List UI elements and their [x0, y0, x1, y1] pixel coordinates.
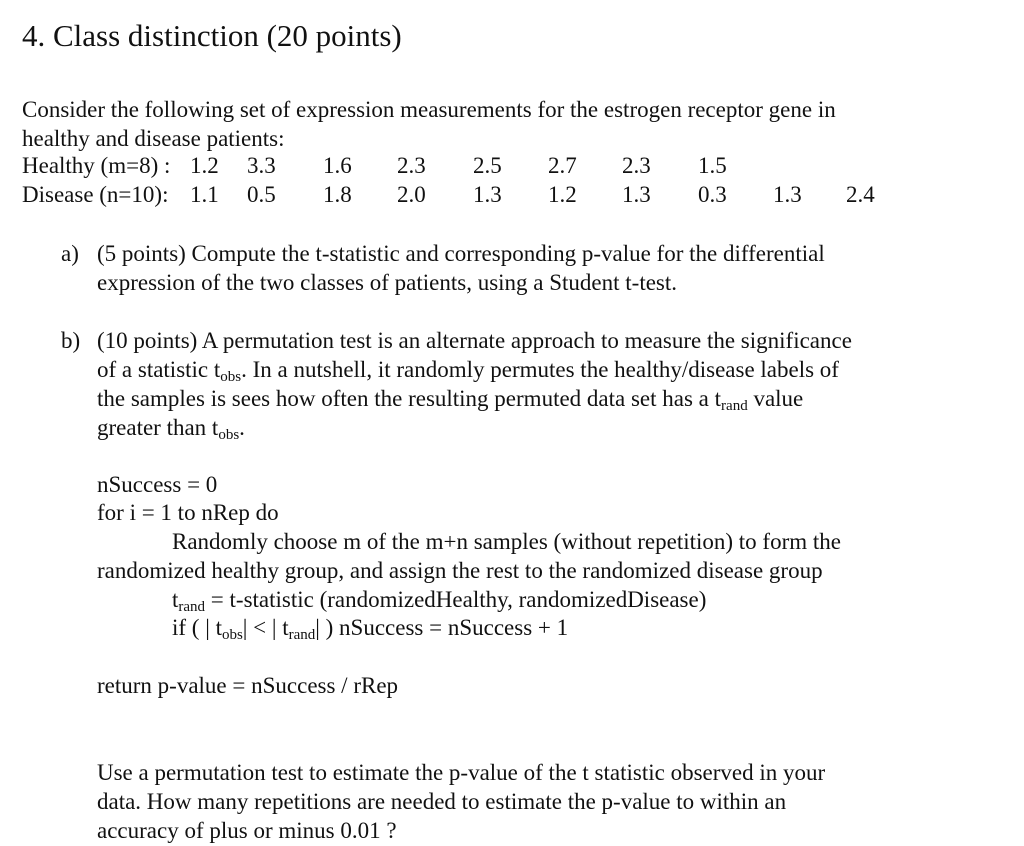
disease-value: 1.1 — [190, 182, 219, 207]
intro-line-2: healthy and disease patients: — [22, 126, 285, 151]
disease-value: 1.2 — [548, 182, 577, 207]
part-a-line-1: (5 points) Compute the t-statistic and corresponding p-value for the differential — [97, 241, 825, 266]
healthy-row — [22, 153, 922, 182]
closing-line-2: data. How many repetitions are needed to estimate the p-value to within an — [97, 789, 787, 814]
code-line-2: for i = 1 to nRep do — [97, 500, 279, 525]
disease-value: 0.5 — [247, 182, 276, 207]
part-a-marker: a) — [61, 241, 79, 266]
healthy-value: 2.5 — [473, 153, 502, 178]
part-a-line-2: expression of the two classes of patients, using a Student t-test. — [97, 270, 678, 295]
closing-line-1: Use a permutation test to estimate the p-value of the t statistic observed in your — [97, 760, 826, 785]
part-b-text — [97, 326, 852, 442]
disease-value: 1.3 — [773, 182, 802, 207]
intro-paragraph — [22, 95, 836, 153]
disease-value: 2.4 — [846, 182, 875, 207]
page-title: 4. Class distinction (20 points) — [22, 18, 402, 53]
healthy-value: 2.7 — [548, 153, 577, 178]
healthy-value: 2.3 — [397, 153, 426, 178]
intro-line-1: Consider the following set of expression measurements for the estrogen receptor gene in — [22, 97, 836, 122]
disease-value: 0.3 — [698, 182, 727, 207]
code-line-1: nSuccess = 0 — [97, 472, 218, 497]
healthy-value: 1.5 — [698, 153, 727, 178]
part-b-line-2: of a statistic $t_{obs}$. In a nutshell, it randomly permutes the healthy/disease labels of — [97, 357, 839, 385]
healthy-value: 3.3 — [247, 153, 276, 178]
disease-label: Disease (n=10): — [22, 182, 169, 207]
part-b-marker: b) — [61, 328, 81, 353]
disease-value: 1.3 — [622, 182, 651, 207]
disease-value: 2.0 — [397, 182, 426, 207]
part-b-line-4: greater than $t_{obs}$. — [97, 415, 245, 443]
part-a-text — [97, 239, 825, 297]
disease-value: 1.3 — [473, 182, 502, 207]
code-line-7: return p-value = nSuccess / rRep — [97, 673, 399, 698]
healthy-value: 1.6 — [323, 153, 352, 178]
part-b-line-1: (10 points) A permutation test is an alternate approach to measure the significance — [97, 328, 852, 353]
code-line-6: if ( | $t_{obs}|$ < | $t_{rand}|$ ) nSuccess = nSuccess + 1 — [172, 615, 569, 643]
healthy-label: Healthy (m=8) : — [22, 153, 171, 178]
disease-row — [22, 182, 922, 211]
part-b-line-3: the samples is sees how often the resulting permuted data set has a $t_{rand}$ value — [97, 386, 804, 414]
healthy-value: 2.3 — [622, 153, 651, 178]
healthy-value: 1.2 — [190, 153, 219, 178]
code-line-4: randomized healthy group, and assign the rest to the randomized disease group — [97, 558, 823, 583]
closing-line-3: accuracy of plus or minus 0.01 ? — [97, 818, 397, 843]
code-line-5: $t_{rand}$ = t-statistic (randomizedHealthy, randomizedDisease) — [172, 587, 707, 615]
disease-value: 1.8 — [323, 182, 352, 207]
code-line-3: Randomly choose m of the m+n samples (without repetition) to form the — [172, 529, 841, 554]
closing-question — [97, 758, 825, 845]
